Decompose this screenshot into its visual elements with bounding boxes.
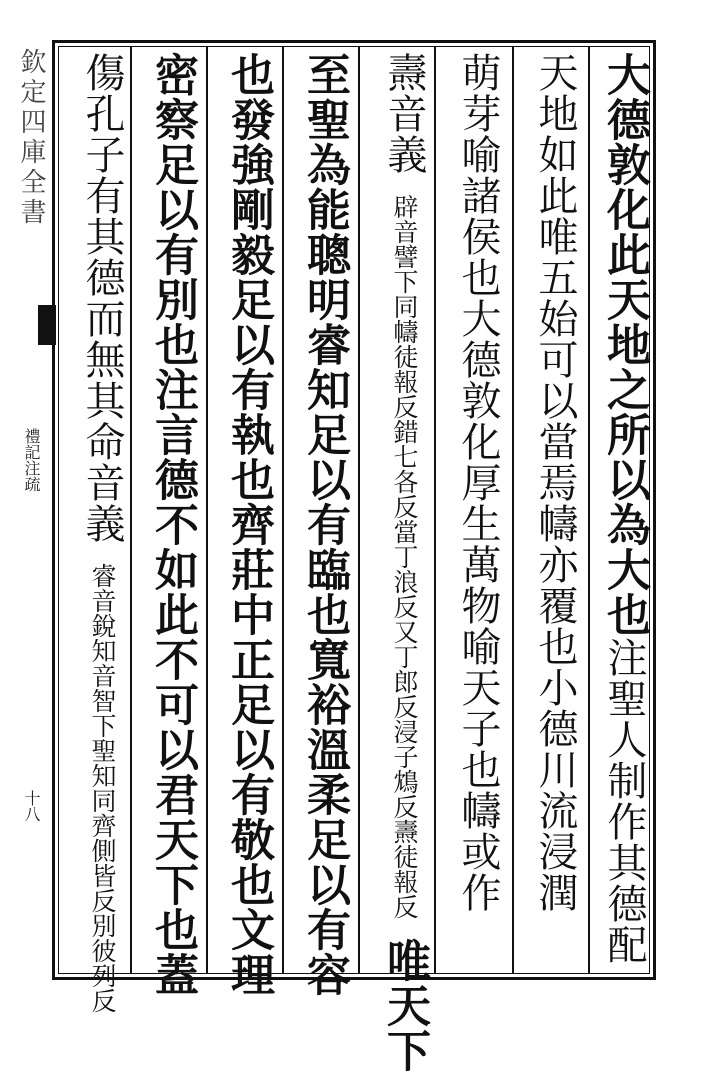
margin-book-title: 欽定四庫全書 <box>16 48 46 228</box>
text-column-5: 至聖為能聰明睿知足以有臨也寬裕溫柔足以有容 <box>299 52 350 997</box>
commentary-left: 同齊側皆反別彼列反 <box>88 788 117 1013</box>
text-column-6: 也發強剛毅足以有執也齊莊中正足以有敬也文理 <box>223 52 274 997</box>
text-column-1 <box>596 52 650 972</box>
main-text: 傷孔子有其德而無其命音義 <box>79 52 125 544</box>
column-divider <box>358 46 360 974</box>
text-column-8 <box>66 52 125 1013</box>
text-column-4 <box>370 52 430 1073</box>
margin-page-number: 十八 <box>22 790 41 822</box>
column-divider <box>206 46 208 974</box>
margin-section-title: 禮記注疏 <box>22 428 41 492</box>
column-divider <box>282 46 284 974</box>
main-text: 唯天下 <box>379 938 430 1073</box>
commentary-left: 浪反又丁郎反浸子鴆反燾徒報反 <box>390 569 419 919</box>
column-divider <box>512 46 514 974</box>
note-marker: 注 <box>601 637 647 678</box>
commentary-text: 聖人制作其德配 <box>601 678 647 965</box>
column-divider <box>130 46 132 974</box>
main-text: 大德敦化此天地之所以為大也 <box>599 52 650 637</box>
commentary-right: 睿音銳知音智下聖知 <box>88 563 117 788</box>
text-column-7: 密察足以有別也注言德不如此不可以君天下也蓋 <box>147 52 198 997</box>
text-column-2: 天地如此唯五始可以當焉幬亦覆也小德川流浸潤 <box>532 52 578 913</box>
text-column-3: 萌芽喻諸侯也大德敦化厚生萬物喻天子也幬或作 <box>455 52 501 913</box>
yinyi-heading: 燾音義 <box>381 52 427 175</box>
column-divider <box>434 46 436 974</box>
column-divider <box>588 46 590 974</box>
split-commentary <box>89 563 115 1013</box>
commentary-right: 辟音譬下同幬徒報反錯七各反當丁 <box>390 194 419 569</box>
split-commentary <box>391 194 417 919</box>
